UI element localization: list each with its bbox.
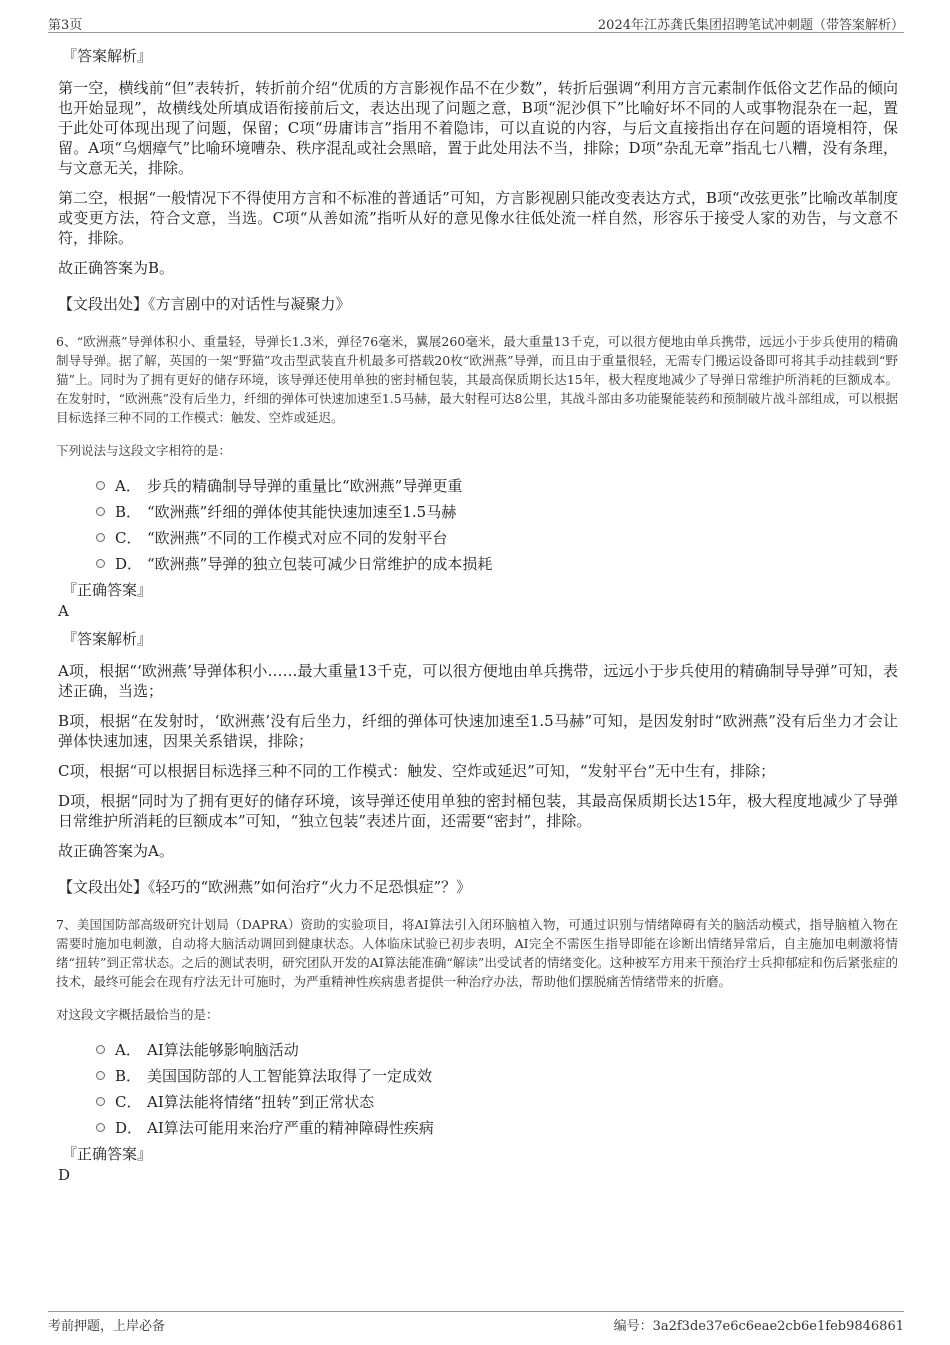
radio-button-icon[interactable] bbox=[96, 507, 105, 516]
option-text: AI算法可能用来治疗严重的精神障碍性疾病 bbox=[147, 1118, 434, 1137]
footer-slogan: 考前押题，上岸必备 bbox=[48, 1319, 166, 1334]
q7-option-d[interactable] bbox=[96, 1114, 898, 1140]
q6-answer: A bbox=[58, 602, 69, 620]
q7-option-c[interactable] bbox=[96, 1088, 898, 1114]
q6-stem: 6、“欧洲燕”导弹体积小、重量轻，导弹长1.3米，弹径76毫米，翼展260毫米，最大重量13千克，可以很方便地由单兵携带，远远小于步兵使用的精确制导导弹。据了解，英国的一架“野猫”攻击型武装直升机最多可搭载20枚“欧洲燕”导弹，而且由于重量很轻，无需专门搬运设备即可将其手动挂载到“野猫”上。同时为了拥有更好的储存环境，该导弹还使用单独的密封桶包装，其最高保质期长达15年，极大程度地减少了导弹日常维护所消耗的巨额成本。在发射时，“欧洲燕”没有后坐力，纤细的弹体可快速加速至1.5马赫，最大射程可达8公里，其战斗部由多功能聚能装药和预制破片战斗部组成，可以根据目标选择三种不同的工作模式：触发、空炸或延迟。 bbox=[56, 334, 898, 425]
q6-option-d[interactable] bbox=[96, 550, 898, 576]
q6-answer-label: 『正确答案』 bbox=[62, 581, 153, 599]
option-letter: A． bbox=[115, 1040, 141, 1059]
q6-options bbox=[96, 472, 898, 576]
q6-analysis-d: D项，根据“同时为了拥有更好的储存环境，该导弹还使用单独的密封桶包装，其最高保质期长达15年，极大程度地减少了导弹日常维护所消耗的巨额成本”可知，“独立包装”表述片面，还需要“密封”，排除。 bbox=[58, 792, 898, 830]
option-text: “欧洲燕”纤细的弹体使其能快速加速至1.5马赫 bbox=[147, 502, 457, 521]
q6-analysis-c: C项，根据“可以根据目标选择三种不同的工作模式：触发、空炸或延迟”可知，“发射平台”无中生有，排除； bbox=[58, 762, 776, 780]
option-letter: B． bbox=[115, 502, 142, 521]
option-letter: D． bbox=[115, 554, 143, 573]
radio-button-icon[interactable] bbox=[96, 481, 105, 490]
q7-answer-block bbox=[56, 1144, 898, 1185]
q7-stem: 7、美国国防部高级研究计划局（DAPRA）资助的实验项目，将AI算法引入闭环脑植入物，可通过识别与情绪障碍有关的脑活动模式，指导脑植入物在需要时施加电刺激，自动将大脑活动调回到健康状态。人体临床试验已初步表明，AI完全不需医生指导即能在诊断出情绪异常后，自主施加电刺激将情绪“扭转”到正常状态。之后的测试表明，研究团队开发的AI算法能准确“解读”出受试者的情绪变化。这种被军方用来干预治疗士兵抑郁症和伤后紧张症的技术，最终可能会在现有疗法无计可施时，为严重精神性疾病患者提供一种治疗办法，帮助他们摆脱痛苦情绪带来的折磨。 bbox=[56, 917, 898, 989]
radio-button-icon[interactable] bbox=[96, 1071, 105, 1080]
q5-analysis-para-2: 第二空，根据“一般情况下不得使用方言和不标准的普通话”可知，方言影视剧只能改变表达方式，B项“改弦更张”比喻改革制度或变更方法，符合文意，当选。C项“从善如流”指听从好的意见像水往低处流一样自然，形容乐于接受人家的劝告，与文意不符，排除。 bbox=[58, 189, 898, 247]
q6-source: 【文段出处】《轻巧的“欧洲燕”如何治疗“火力不足恐惧症”？》 bbox=[58, 878, 472, 896]
q6-option-a[interactable] bbox=[96, 472, 898, 498]
q6-answer-block bbox=[56, 580, 898, 649]
radio-button-icon[interactable] bbox=[96, 1045, 105, 1054]
q6-analysis-label: 『答案解析』 bbox=[62, 630, 153, 648]
document-id: 编号：3a2f3de37e6c6eae2cb6e1feb9846861 bbox=[613, 1319, 904, 1334]
option-letter: D． bbox=[115, 1118, 143, 1137]
option-letter: A． bbox=[115, 476, 141, 495]
q7-options bbox=[96, 1036, 898, 1140]
q5-analysis-conclusion: 故正确答案为B。 bbox=[58, 259, 175, 277]
radio-button-icon[interactable] bbox=[96, 1097, 105, 1106]
page-content bbox=[56, 46, 898, 1185]
q7-option-a[interactable] bbox=[96, 1036, 898, 1062]
radio-button-icon[interactable] bbox=[96, 559, 105, 568]
q7-answer-label: 『正确答案』 bbox=[62, 1145, 153, 1163]
option-text: AI算法能够影响脑活动 bbox=[147, 1040, 299, 1059]
q7-option-b[interactable] bbox=[96, 1062, 898, 1088]
q5-analysis-para-1: 第一空，横线前“但”表转折，转折前介绍“优质的方言影视作品不在少数”，转折后强调“利用方言元素制作低俗文艺作品的倾向也开始显现”，故横线处所填成语衔接前后文，表达出现了问题之意，B项“泥沙俱下”比喻好坏不同的人或事物混杂在一起，置于此处可体现出现了问题，保留；C项“毋庸讳言”指用不着隐讳，可以直说的内容，与后文直接指出存在问题的语境相符，保留。A项“乌烟瘴气”比喻环境嘈杂、秩序混乱或社会黑暗，置于此处用法不当，排除；D项“杂乱无章”指乱七八糟，没有条理，与文意无关，排除。 bbox=[58, 79, 898, 177]
q6-analysis-b: B项，根据“在发射时，‘欧洲燕’没有后坐力，纤细的弹体可快速加速至1.5马赫”可知，是因发射时“欧洲燕”没有后坐力才会让弹体快速加速，因果关系错误，排除； bbox=[58, 712, 898, 750]
option-text: “欧洲燕”不同的工作模式对应不同的发射平台 bbox=[147, 528, 448, 547]
option-text: 步兵的精确制导导弹的重量比“欧洲燕”导弹更重 bbox=[147, 476, 463, 495]
option-text: 美国国防部的人工智能算法取得了一定成效 bbox=[147, 1066, 433, 1085]
document-title: 2024年江苏龚氏集团招聘笔试冲刺题（带答案解析） bbox=[597, 18, 904, 33]
option-text: “欧洲燕”导弹的独立包装可减少日常维护的成本损耗 bbox=[147, 554, 493, 573]
option-letter: C． bbox=[115, 528, 142, 547]
q7-prompt: 对这段文字概括最恰当的是： bbox=[56, 1007, 219, 1022]
q6-prompt: 下列说法与这段文字相符的是： bbox=[56, 443, 232, 458]
radio-button-icon[interactable] bbox=[96, 1123, 105, 1132]
option-text: AI算法能将情绪“扭转”到正常状态 bbox=[147, 1092, 375, 1111]
q6-analysis-a: A项，根据“‘欧洲燕’导弹体积小……最大重量13千克，可以很方便地由单兵携带，远远小于步兵使用的精确制导导弹”可知，表述正确，当选； bbox=[58, 662, 898, 700]
q6-option-b[interactable] bbox=[96, 498, 898, 524]
q6-analysis-conclusion: 故正确答案为A。 bbox=[58, 842, 174, 860]
radio-button-icon[interactable] bbox=[96, 533, 105, 542]
page-footer bbox=[48, 1311, 904, 1334]
option-letter: C． bbox=[115, 1092, 142, 1111]
page-number: 第3页 bbox=[48, 18, 83, 33]
q6-option-c[interactable] bbox=[96, 524, 898, 550]
q5-analysis-label: 『答案解析』 bbox=[62, 47, 153, 65]
q7-answer: D bbox=[58, 1166, 71, 1184]
page-header bbox=[48, 12, 904, 33]
q5-source: 【文段出处】《方言剧中的对话性与凝聚力》 bbox=[58, 295, 351, 313]
option-letter: B． bbox=[115, 1066, 142, 1085]
